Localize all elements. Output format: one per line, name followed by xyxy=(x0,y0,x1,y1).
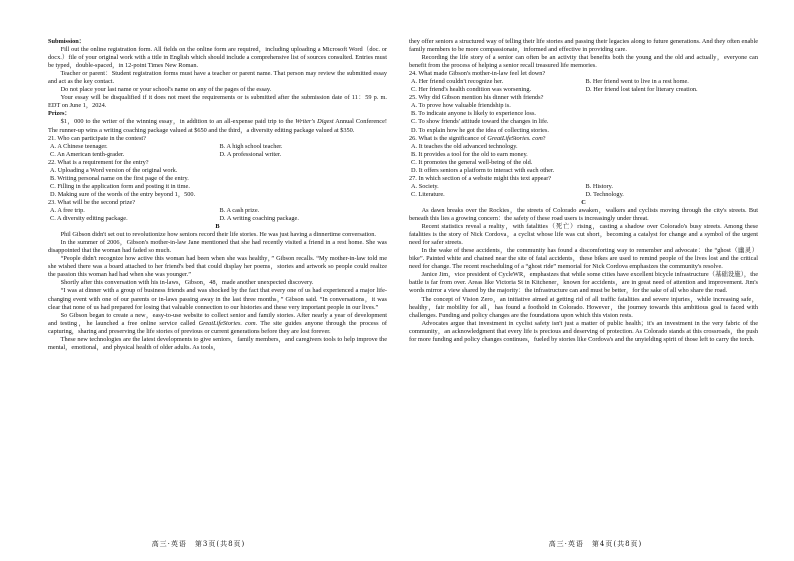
q25-option-a[interactable]: A. To prove how valuable friendship is. xyxy=(411,102,511,110)
question-25: 25. Why did Gibson mention his dinner with friends? xyxy=(409,94,544,102)
q22-option-c[interactable]: C. Filling in the application form and posting it in time. xyxy=(50,182,190,190)
passage-c-paragraph-4: Janice Jim，vice president of CycleWR，emphasizes that while some cities have excellent bicycle infrastructure（基础设施），the battle is far from over. Areas like Victoria St in Kitchener，known for accidents，are in great need of attention and improvement. Jim's words mirror a view shared by the majority：the infrastructure can and must be better，for the sake of all who share the road. xyxy=(409,271,758,295)
passage-b-paragraph-1: Phil Gibson didn't set out to revolutionize how seniors record their life stories. He was just having a dinnertime conversation. xyxy=(60,231,376,239)
question-21: 21. Who can participate in the contest? xyxy=(48,134,146,142)
paragraph-6-end: The site guides anyone through the process of capturing，sharing and preserving the life stories of previous or current generations before they are lost forever. xyxy=(48,319,387,335)
prize-text-start: $1，000 to the writer of the winning essay，in addition to an all-expense paid trip to the xyxy=(60,118,296,126)
q26-option-a[interactable]: A. It teaches the old advanced technology. xyxy=(411,142,518,150)
q24-option-b[interactable]: B. Her friend went to live in a rest home. xyxy=(585,78,689,86)
q27-options-row-2 xyxy=(409,191,758,199)
q23-option-d[interactable]: D. A writing coaching package. xyxy=(219,215,299,223)
q21-option-b[interactable]: B. A high school teacher. xyxy=(219,142,283,150)
q27-option-b[interactable]: B. History. xyxy=(585,182,613,190)
passage-c-paragraph-1: As dawn breaks over the Rockies，the streets of Colorado awaken，walkers and cyclists moving through the city's streets. But beneath this lies a growing concern：the safety of these road users is increasingly under threat. xyxy=(409,206,758,223)
prize-text-end: Annual Conference! The runner-up wins a writing coaching package valued at $650 and the third，a diversity editing package valued at $350. xyxy=(48,118,387,134)
q25-option-c[interactable]: C. To show friends' attitude toward the changes in life. xyxy=(411,118,549,126)
submission-paragraph-2: Teacher or parent：Student registration forms must have a teacher or parent name. That person may review the submitted essay and act as the key contact. xyxy=(48,70,387,86)
passage-b-paragraph-5: “I was at dinner with a group of business friends and was shocked by the fact that every one of us had experienced a major life-changing event with one of our parents or in-laws passing away in the last three months，” Gibson said. “In conversations，it was clear that none of us had prepared for losing that valuable connection to our histories and these very important people in our lives.” xyxy=(48,287,387,311)
submission-paragraph-1: Fill out the online registration form. All fields on the online form are required，including uploading a Microsoft Word（doc. or docx.）file of your original work with a title in English which should include a comprehensive list of sources consulted. Entries must be typed，double-spaced，in 12-point Times New Roman. xyxy=(48,46,387,70)
passage-c-paragraph-5: The concept of Vision Zero，an initiative aimed at getting rid of all traffic fatalities and severe injuries，while increasing safe，healthy，fair mobility for all，has found a foothold in Colorado. However，the journey towards this ambitious goal is faced with challenges. Funding and policy changes are the foundations upon which this vision rests. xyxy=(409,295,758,319)
q24-options-row-1 xyxy=(409,78,758,86)
passage-b-paragraph-4: Shortly after this conversation with his in-laws，Gibson，48，made another unexpected discovery. xyxy=(60,279,314,287)
q26-website-name: GreatLifeStories. com xyxy=(487,134,543,142)
page-footer-left: 高三·英语 第3页(共8页) xyxy=(151,540,246,548)
left-text-block xyxy=(48,38,387,352)
submission-paragraph-3: Do not place your last name or your school's name on any of the pages of the essay. xyxy=(60,86,272,94)
prize-text-italic: Writer's Digest xyxy=(295,118,334,126)
q24-option-c[interactable]: C. Her friend's health condition was worsening. xyxy=(411,86,532,94)
passage-c-paragraph-2: Recent statistics reveal a reality，with fatalities（死亡）rising，casting a shadow over Colorado's busy streets. Among these fatalities is the story of Nick Cordova，a cyclist whose life was cut short，becoming a catalyst for change and a symbol of the urgent need for safer streets. xyxy=(409,223,758,247)
q21-options-row-2 xyxy=(48,151,387,159)
q23-options-row-1 xyxy=(48,207,387,215)
submission-paragraph-4: Your essay will be disqualified if it does not meet the requirements or is submitted after the submission date of 11：59 p. m. EDT on June 1，2024. xyxy=(48,94,387,110)
passage-b-paragraph-7: These new technologies are the latest developments to give seniors，family members，and caregivers tools to help improve the mental，emotional，and physical health of older adults. As tools， xyxy=(48,335,387,351)
website-name: GreatLifeStories. com. xyxy=(198,319,258,327)
q21-option-a[interactable]: A. A Chinese teenager. xyxy=(50,142,108,150)
q25-option-d[interactable]: D. To explain how he got the idea of collecting stories. xyxy=(411,126,549,134)
q22-option-a[interactable]: A. Uploading a Word version of the original work. xyxy=(50,166,178,174)
q23-option-b[interactable]: B. A cash prize. xyxy=(219,206,260,214)
q22-option-b[interactable]: B. Writing personal name on the first page of the entry. xyxy=(50,174,189,182)
q25-option-b[interactable]: B. To indicate anyone is likely to experience loss. xyxy=(411,110,536,118)
q27-option-c[interactable]: C. Literature. xyxy=(411,190,445,198)
q27-option-a[interactable]: A. Society. xyxy=(411,182,439,190)
q21-option-c[interactable]: C. An American tenth-grader. xyxy=(50,150,125,158)
q24-option-a[interactable]: A. Her friend couldn't recognize her. xyxy=(411,78,504,86)
passage-c-paragraph-6: Advocates argue that investment in cyclist safety isn't just a matter of public health；it's an investment in the very fabric of the community，an acknowledgment that every life is precious and deserving of protection. As Colorado stands at this crossroads，the push for more funding and policy changes continues，fueled by stories like Cordova's and the unyielding spirit of those left to carry the torch. xyxy=(409,319,758,343)
prizes-heading: Prizes： xyxy=(48,110,71,118)
section-c-heading: C xyxy=(581,198,586,206)
q21-option-d[interactable]: D. A professional writer. xyxy=(219,150,282,158)
passage-c-paragraph-3: In the wake of these accidents，the community has found a discomforting way to remember and advocate：the “ghost（幽灵）bike”. Painted white and chained near the site of fatal accidents，these bikes are used to remind people of the lives lost and the critical need for change. The recent rescheduling of a “ghost ride” memorial for Nick Cordova emphasizes the community's resolve. xyxy=(409,247,758,271)
q24-options-row-2 xyxy=(409,86,758,94)
passage-b-paragraph-3: “People didn't recognize how active this woman had been when she was healthy，” Gibson recalls. “My mother-in-law told me she wished there was a board attached to her friend's bed that could display her poems，stories and artwork so people could realize the passion this woman had had when she was younger.” xyxy=(48,255,387,279)
section-b-heading: B xyxy=(215,223,220,231)
q27-option-d[interactable]: D. Technology. xyxy=(585,190,624,198)
q21-options-row-1 xyxy=(48,143,387,151)
q26-text-start: 26. What is the significance of xyxy=(409,134,488,142)
submission-heading: Submission： xyxy=(48,38,86,45)
q26-option-d[interactable]: D. It offers seniors a platform to interact with each other. xyxy=(411,166,555,174)
question-24: 24. What made Gibson's mother-in-law feel let down? xyxy=(409,70,546,78)
passage-b-continuation-2: Recording the life story of a senior can often be an activity that benefits both the young and the old and actually，everyone can benefit from the process of helping a senior recall treasured life memories. xyxy=(409,54,758,70)
q23-option-c[interactable]: C. A diversity editing package. xyxy=(50,215,128,223)
passage-b-paragraph-2: In the summer of 2006，Gibson's mother-in-law Jane mentioned that she had recently visited a friend in a rest home. She was disappointed that the woman had faded so much. xyxy=(48,239,387,255)
right-text-block xyxy=(409,38,758,344)
q27-options-row-1 xyxy=(409,183,758,191)
paragraph-6-start: So Gibson began to create a new，easy-to-use website to collect senior and family stories. After nearly a year of development and testing，he launched a free online service called xyxy=(48,311,387,327)
q23-options-row-2 xyxy=(48,215,387,223)
q26-option-b[interactable]: B. It provides a tool for the old to earn money. xyxy=(411,150,528,158)
question-26 xyxy=(409,135,758,143)
q23-option-a[interactable]: A. A free trip. xyxy=(50,206,85,214)
prizes-paragraph xyxy=(48,118,387,134)
q26-text-end: ? xyxy=(542,134,546,142)
q26-option-c[interactable]: C. It promotes the general well-being of the old. xyxy=(411,158,533,166)
question-27: 27. In which section of a website might this text appear? xyxy=(409,174,552,182)
question-22: 22. What is a requirement for the entry? xyxy=(48,158,149,166)
q22-option-d[interactable]: D. Making sure of the words of the entry beyond 1，500. xyxy=(50,190,196,198)
page-footer-right: 高三·英语 第4页(共8页) xyxy=(548,540,643,548)
question-23: 23. What will be the second prize? xyxy=(48,198,136,206)
passage-b-continuation-1: they offer seniors a structured way of telling their life stories and passing their legacies along to future generations. And they often enable family members to be more compassionate，informed and effective in providing care. xyxy=(409,38,758,54)
right-page xyxy=(397,0,794,561)
q24-option-d[interactable]: D. Her friend lost talent for literary creation. xyxy=(585,86,698,94)
passage-b-paragraph-6 xyxy=(48,312,387,336)
